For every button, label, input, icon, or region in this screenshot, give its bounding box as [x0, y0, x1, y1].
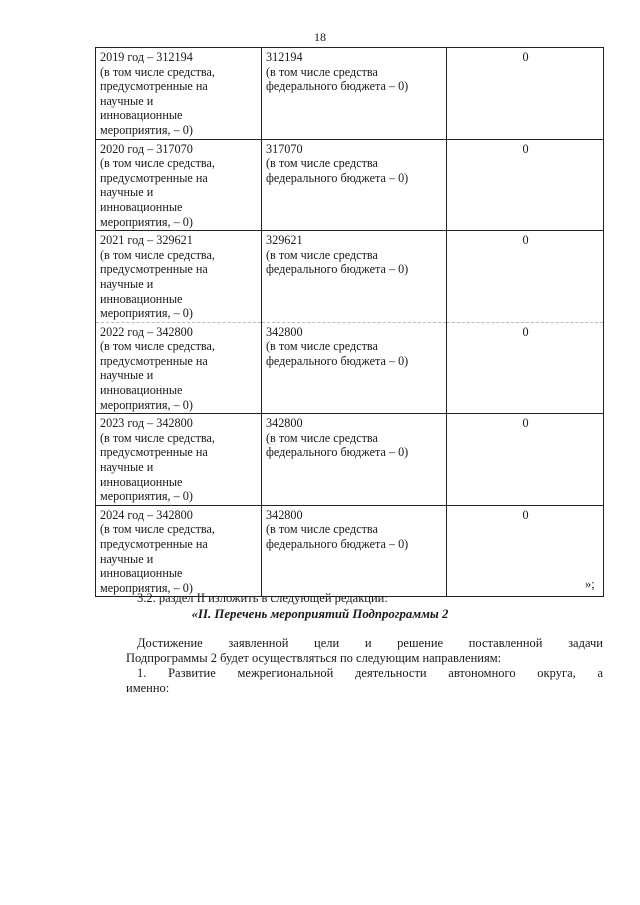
- cell-year-total: [96, 414, 262, 506]
- cell-text-line: федерального бюджета – 0): [266, 262, 409, 277]
- cell-text-line: инновационные: [100, 199, 183, 214]
- cell-text-line: (в том числе средства: [266, 64, 378, 79]
- cell-text-line: 317070: [266, 141, 303, 156]
- table-row: [96, 414, 604, 506]
- cell-text-line: 342800: [266, 324, 303, 339]
- cell-text-line: научные и: [100, 185, 154, 200]
- cell-text-line: научные и: [100, 276, 154, 291]
- amendment-instruction: 3.2. раздел II изложить в следующей редакции:: [137, 591, 388, 605]
- cell-year-total: [96, 505, 262, 597]
- cell-text-line: федерального бюджета – 0): [266, 537, 409, 551]
- cell-text-line: федерального бюджета – 0): [266, 353, 409, 368]
- cell-other-sources: 0: [447, 414, 604, 506]
- cell-other-sources: 0: [447, 139, 604, 231]
- cell-text-line: 312194: [266, 50, 303, 64]
- cell-text-line: (в том числе средства: [266, 156, 378, 171]
- cell-regional-budget: [262, 322, 447, 414]
- cell-text-line: мероприятия, – 0): [100, 122, 193, 137]
- cell-other-sources: 0: [447, 505, 604, 597]
- cell-text-line: инновационные: [100, 383, 183, 398]
- cell-text-line: предусмотренные на: [100, 537, 208, 551]
- cell-text-line: мероприятия, – 0): [100, 397, 193, 412]
- cell-regional-budget: [262, 231, 447, 323]
- cell-text-line: предусмотренные на: [100, 262, 208, 277]
- cell-text-line: мероприятия, – 0): [100, 489, 193, 504]
- cell-text-line: федерального бюджета – 0): [266, 79, 409, 94]
- cell-text-line: федерального бюджета – 0): [266, 170, 409, 185]
- cell-text-line: (в том числе средства: [266, 430, 378, 445]
- section-heading: «II. Перечень мероприятий Подпрограммы 2: [191, 607, 449, 621]
- cell-year-total: [96, 139, 262, 231]
- cell-text-line: научные и: [100, 551, 154, 566]
- cell-text-line: 2022 год – 342800: [100, 324, 193, 339]
- cell-regional-budget: [262, 414, 447, 506]
- paragraph-goal-line2: Подпрограммы 2 будет осуществляться по следующим направлениям:: [126, 651, 502, 665]
- table-row: [96, 48, 604, 140]
- cell-text-line: инновационные: [100, 474, 183, 489]
- paragraph-item1-line1: 1. Развитие межрегиональной деятельности автономного округа, а: [137, 666, 603, 680]
- cell-text-line: 342800: [266, 416, 303, 431]
- cell-text-line: (в том числе средства,: [100, 522, 215, 537]
- cell-text-line: (в том числе средства: [266, 339, 378, 354]
- table-row: [96, 322, 604, 414]
- paragraph-item1-line2: именно:: [126, 681, 170, 695]
- cell-regional-budget: [262, 505, 447, 597]
- cell-year-total: [96, 322, 262, 414]
- cell-text-line: (в том числе средства,: [100, 64, 215, 79]
- table-row: [96, 139, 604, 231]
- cell-text-line: (в том числе средства: [266, 247, 378, 262]
- cell-text-line: предусмотренные на: [100, 445, 208, 460]
- paragraph-goal-line1: Достижение заявленной цели и решение поставленной задачи: [137, 636, 603, 650]
- cell-text-line: (в том числе средства,: [100, 339, 215, 354]
- cell-text-line: предусмотренные на: [100, 79, 208, 94]
- cell-other-sources: 0: [447, 48, 604, 140]
- cell-other-sources: 0: [447, 231, 604, 323]
- cell-regional-budget: [262, 48, 447, 140]
- cell-text-line: 2024 год – 342800: [100, 507, 193, 522]
- cell-text-line: 2023 год – 342800: [100, 416, 193, 431]
- cell-text-line: мероприятия, – 0): [100, 306, 193, 321]
- table-row: [96, 231, 604, 323]
- cell-other-sources: 0: [447, 322, 604, 414]
- cell-text-line: 342800: [266, 507, 303, 522]
- cell-text-line: инновационные: [100, 566, 183, 581]
- cell-text-line: федерального бюджета – 0): [266, 445, 409, 460]
- cell-text-line: 2019 год – 312194: [100, 50, 193, 64]
- cell-text-line: научные и: [100, 93, 154, 108]
- cell-text-line: 329621: [266, 233, 303, 248]
- cell-year-total: [96, 231, 262, 323]
- cell-text-line: мероприятия, – 0): [100, 580, 193, 595]
- cell-text-line: 2020 год – 317070: [100, 141, 193, 156]
- cell-text-line: (в том числе средства,: [100, 247, 215, 262]
- closing-quote: »;: [585, 577, 595, 591]
- cell-regional-budget: [262, 139, 447, 231]
- financing-table: [95, 47, 604, 597]
- table-row: [96, 505, 604, 597]
- cell-text-line: научные и: [100, 460, 154, 475]
- cell-text-line: мероприятия, – 0): [100, 214, 193, 229]
- cell-text-line: предусмотренные на: [100, 353, 208, 368]
- page-number: 18: [314, 30, 326, 44]
- cell-text-line: (в том числе средства,: [100, 430, 215, 445]
- cell-text-line: научные и: [100, 368, 154, 383]
- cell-text-line: (в том числе средства: [266, 522, 378, 537]
- cell-text-line: предусмотренные на: [100, 170, 208, 185]
- cell-text-line: инновационные: [100, 108, 183, 123]
- cell-text-line: (в том числе средства,: [100, 156, 215, 171]
- cell-text-line: инновационные: [100, 291, 183, 306]
- cell-text-line: 2021 год – 329621: [100, 233, 193, 248]
- cell-year-total: [96, 48, 262, 140]
